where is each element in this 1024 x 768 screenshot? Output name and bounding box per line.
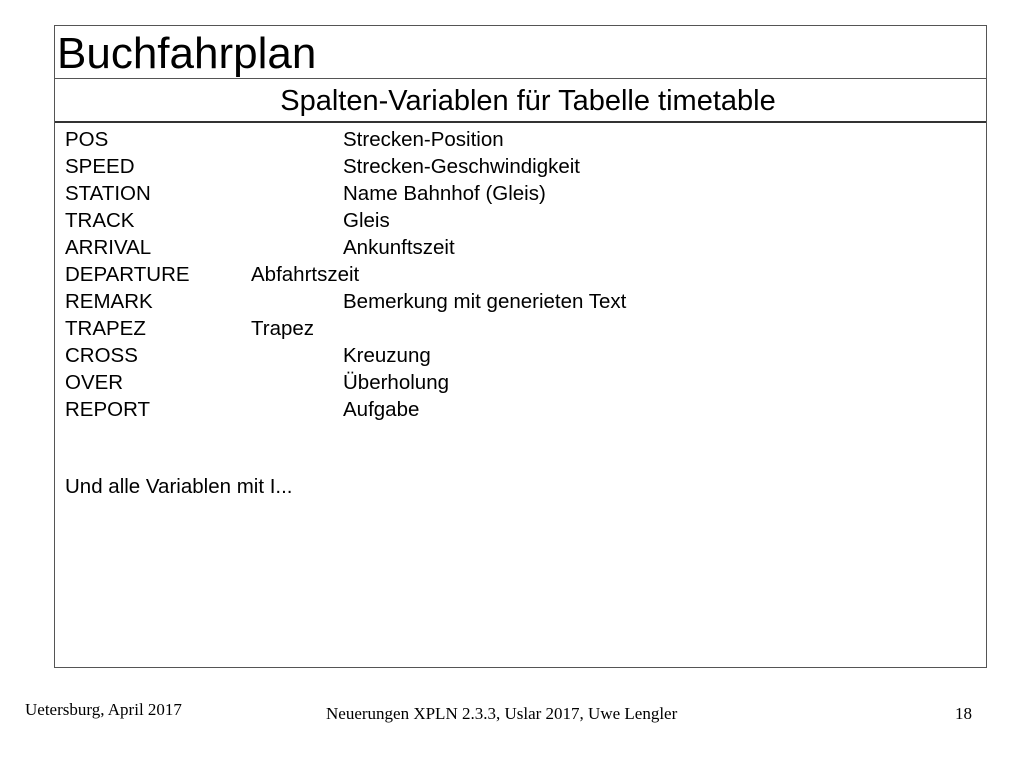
variable-description: Kreuzung — [343, 344, 431, 367]
variable-description: Trapez — [251, 317, 315, 340]
variable-name: SPEED — [65, 155, 135, 178]
variable-name: ARRIVAL — [65, 236, 152, 259]
variable-description: Bemerkung mit generieten Text — [343, 290, 627, 313]
title-bar — [55, 26, 986, 79]
variable-name: STATION — [65, 182, 151, 205]
variable-name: REMARK — [65, 290, 153, 313]
content-frame — [54, 25, 987, 668]
footer-presentation-info: Neuerungen XPLN 2.3.3, Uslar 2017, Uwe Lengler — [326, 704, 678, 723]
variable-name: OVER — [65, 371, 124, 394]
variable-description: Abfahrtszeit — [251, 263, 360, 286]
slide-subtitle: Spalten-Variablen für Tabelle timetable — [280, 85, 776, 117]
variable-description: Ankunftszeit — [343, 236, 455, 259]
variable-name: POS — [65, 128, 109, 151]
page-number: 18 — [955, 704, 972, 723]
slide-title: Buchfahrplan — [57, 29, 317, 78]
variable-name: CROSS — [65, 344, 138, 367]
variable-description: Strecken-Geschwindigkeit — [343, 155, 580, 178]
variable-name: REPORT — [65, 398, 151, 421]
subtitle-bar — [55, 79, 986, 123]
closing-line: Und alle Variablen mit I... — [65, 475, 293, 498]
variable-description: Überholung — [343, 371, 449, 394]
variable-name: TRACK — [65, 209, 135, 232]
variable-name: DEPARTURE — [65, 263, 190, 286]
variable-description: Name Bahnhof (Gleis) — [343, 182, 546, 205]
variable-description: Aufgabe — [343, 398, 420, 421]
variable-name: TRAPEZ — [65, 317, 146, 340]
variable-description: Strecken-Position — [343, 128, 504, 151]
footer-location-date: Uetersburg, April 2017 — [25, 700, 182, 719]
variable-description: Gleis — [343, 209, 390, 232]
